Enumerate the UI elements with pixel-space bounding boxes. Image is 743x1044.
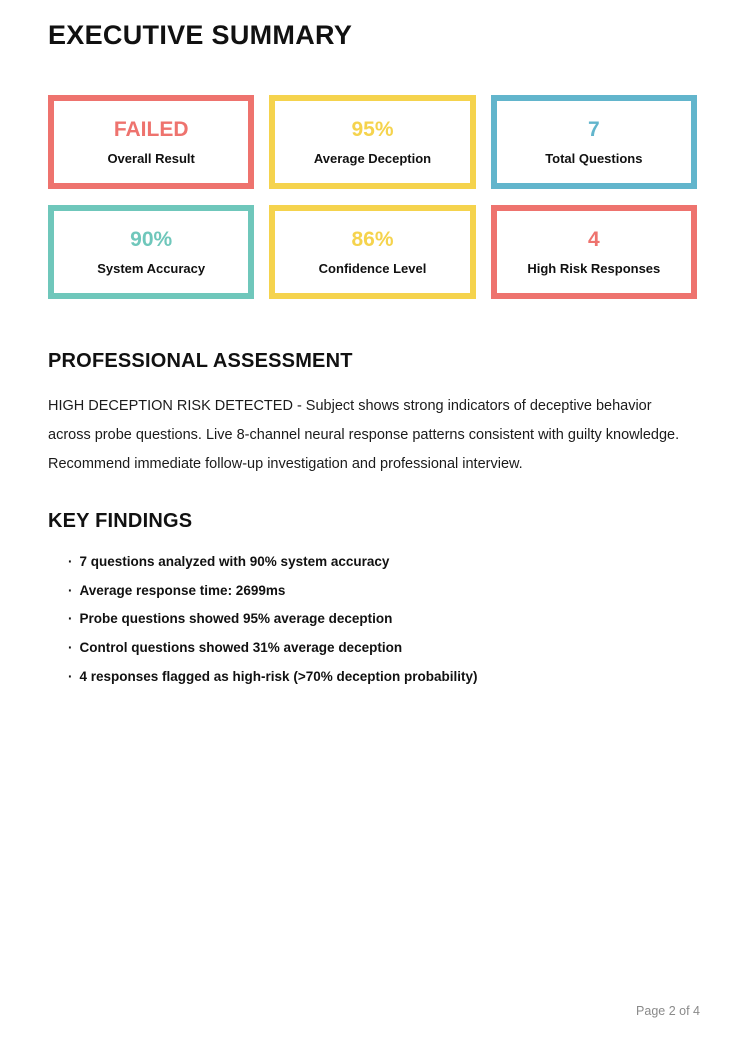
stat-value: 4	[587, 227, 600, 251]
stat-card-high-risk-responses	[491, 205, 697, 299]
stat-card-confidence-level	[269, 205, 475, 299]
bullet-point: ·	[68, 554, 73, 569]
assessment-body-text: HIGH DECEPTION RISK DETECTED - Subject shows strong indicators of deceptive behavior across probe questions. Live 8-channel neural response patterns consistent with guilty knowledge. Recommend immediate follow-up investigation and professional interview.	[48, 398, 680, 472]
bullet-point: ·	[68, 668, 73, 684]
finding-text: Control questions showed 31% average deception	[79, 640, 403, 656]
page-number: Page 2 of 4	[636, 1004, 700, 1018]
finding-text: 4 responses flagged as high-risk (>70% deception probability)	[79, 668, 478, 684]
stat-label: High Risk Responses	[527, 260, 661, 276]
stat-value: FAILED	[113, 117, 189, 141]
professional-assessment-section	[48, 350, 697, 479]
bullet-point: ·	[68, 582, 73, 598]
stat-label: Average Deception	[313, 150, 432, 166]
stat-label: Confidence Level	[318, 260, 427, 276]
stat-label: Total Questions	[545, 150, 643, 166]
stat-card-system-accuracy	[48, 205, 254, 299]
stat-label: System Accuracy	[97, 260, 206, 276]
stat-label: Overall Result	[107, 150, 195, 166]
key-findings-section	[48, 510, 697, 683]
finding-item	[68, 670, 697, 684]
stat-card-average-deception	[269, 95, 475, 189]
stat-card-total-questions	[491, 95, 697, 189]
finding-text: Average response time: 2699ms	[79, 582, 286, 598]
finding-text: 7 questions analyzed with 90% system accuracy	[79, 554, 390, 569]
assessment-heading: PROFESSIONAL ASSESSMENT	[48, 350, 353, 372]
stat-value: 95%	[351, 117, 394, 141]
finding-text: Probe questions showed 95% average deception	[79, 611, 393, 627]
finding-item	[68, 584, 697, 598]
bullet-point: ·	[68, 640, 73, 656]
stat-value: 86%	[351, 227, 394, 251]
stat-value: 7	[587, 117, 600, 141]
bullet-point: ·	[68, 611, 73, 627]
stats-grid	[48, 95, 697, 299]
finding-item	[68, 555, 697, 569]
findings-list	[48, 555, 697, 683]
findings-heading: KEY FINDINGS	[48, 510, 193, 532]
finding-item	[68, 641, 697, 655]
stat-card-overall-result	[48, 95, 254, 189]
stat-value: 90%	[130, 227, 173, 251]
page-title: EXECUTIVE SUMMARY	[48, 20, 353, 50]
finding-item	[68, 612, 697, 626]
